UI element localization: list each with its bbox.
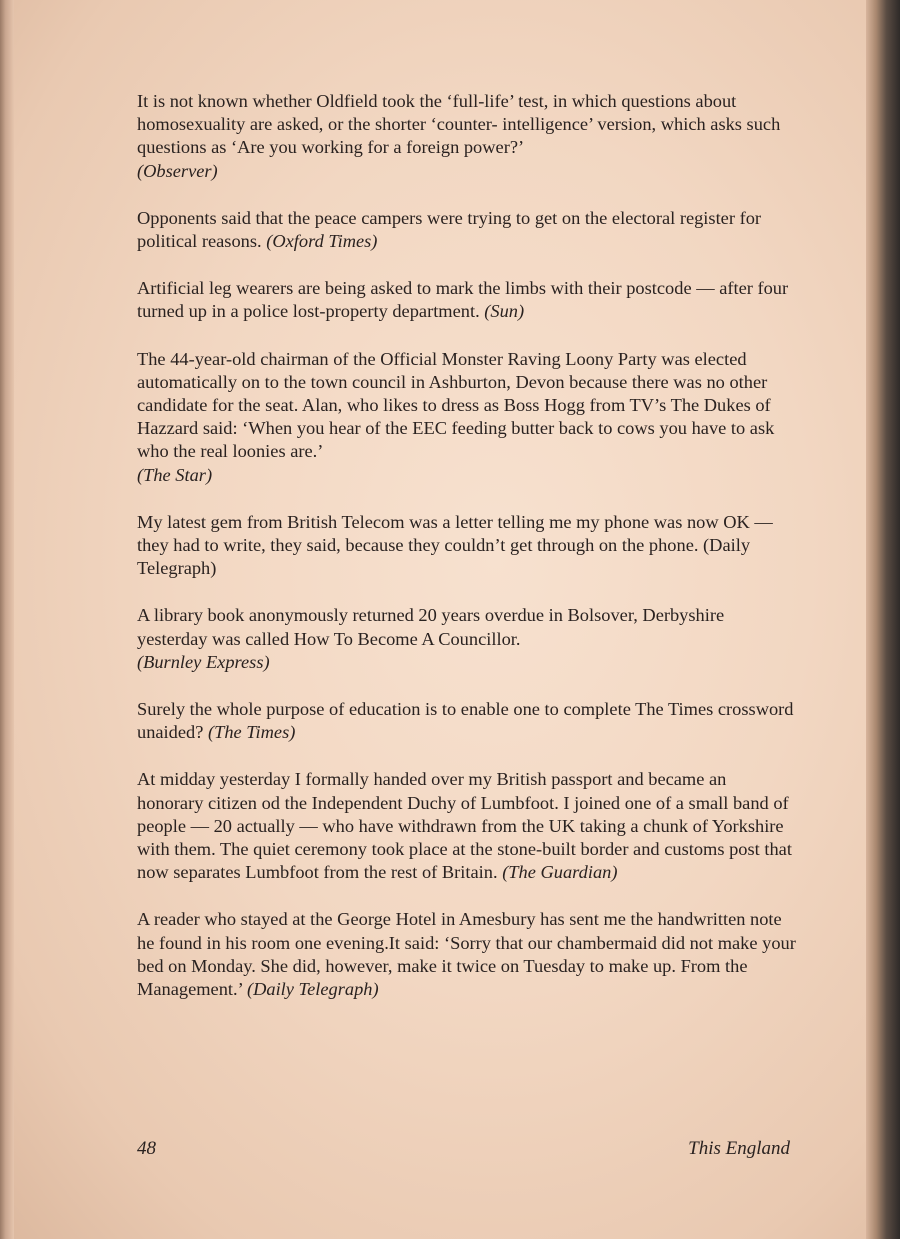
clipping-source: (Daily Telegraph) bbox=[246, 979, 379, 1000]
clipping-source: (Observer) bbox=[137, 160, 218, 181]
clipping-paragraph bbox=[137, 698, 797, 744]
clipping-text: Opponents said that the peace campers were trying to get on the electoral register for political reasons. bbox=[137, 207, 762, 252]
clipping-text: It is not known whether Oldfield took the ‘full-life’ test, in which questions about homosexuality are asked, or the shorter ‘counter- intelligence’ version, which asks such questions as ‘Are you working for a foreign power?’ bbox=[137, 91, 781, 158]
clipping-text: My latest gem from British Telecom was a letter telling me my phone was now OK — they had to write, they said, because they couldn’t get through on the phone. (Daily Telegraph) bbox=[137, 511, 773, 579]
clipping-text: A library book anonymously returned 20 years overdue in Bolsover, Derbyshire yesterday was called How To Become A Councillor. bbox=[137, 605, 725, 649]
running-title: This England bbox=[688, 1138, 790, 1159]
clipping-text: At midday yesterday I formally handed over my British passport and became an honorary citizen od the Independent Duchy of Lumbfoot. I joined one of a small band of people — 20 actually — who have withdrawn from the UK taking a chunk of Yorkshire with them. The quiet ceremony took place at the stone-built border and customs post that now separates Lumbfoot from the rest of Britain. bbox=[137, 769, 792, 883]
clipping-text: Surely the whole purpose of education is to enable one to complete The Times crossword unaided? bbox=[137, 699, 794, 743]
clipping-source: (Sun) bbox=[484, 301, 525, 322]
clipping-source: (The Guardian) bbox=[502, 862, 618, 883]
clipping-paragraph bbox=[137, 348, 797, 487]
clipping-paragraph bbox=[137, 90, 797, 183]
page-body bbox=[137, 90, 797, 1025]
clipping-paragraph bbox=[137, 768, 797, 884]
clipping-source: (Burnley Express) bbox=[137, 651, 270, 672]
page-spine-shadow bbox=[0, 0, 14, 1239]
clipping-text: Artificial leg wearers are being asked to mark the limbs with their postcode — after four turned up in a police lost-property department. bbox=[137, 278, 789, 322]
clipping-text: The 44-year-old chairman of the Official Monster Raving Loony Party was elected automatically on to the town council in Ashburton, Devon because there was no other candidate for the seat. Alan, who likes to dress as Boss Hogg from TV’s The Dukes of Hazzard said: ‘When you hear of the EEC feeding butter back to cows you have to ask who the real loonies are.’ bbox=[137, 348, 775, 462]
clipping-source: (The Times) bbox=[208, 722, 296, 743]
clipping-paragraph bbox=[137, 277, 797, 323]
page-edge-shadow bbox=[866, 0, 900, 1239]
clipping-paragraph bbox=[137, 604, 797, 674]
clipping-paragraph bbox=[137, 511, 797, 581]
clipping-paragraph bbox=[137, 207, 797, 253]
clipping-paragraph bbox=[137, 908, 797, 1001]
clipping-source: (Oxford Times) bbox=[266, 231, 378, 252]
clipping-text: A reader who stayed at the George Hotel in Amesbury has sent me the handwritten note he found in his room one evening.It said: ‘Sorry that our chambermaid did not make your bed on Monday. She did, however, make it twice on Tuesday to make up. From the Management.’ bbox=[137, 909, 796, 1000]
clipping-source: (The Star) bbox=[137, 464, 213, 485]
page-number: 48 bbox=[137, 1138, 156, 1159]
